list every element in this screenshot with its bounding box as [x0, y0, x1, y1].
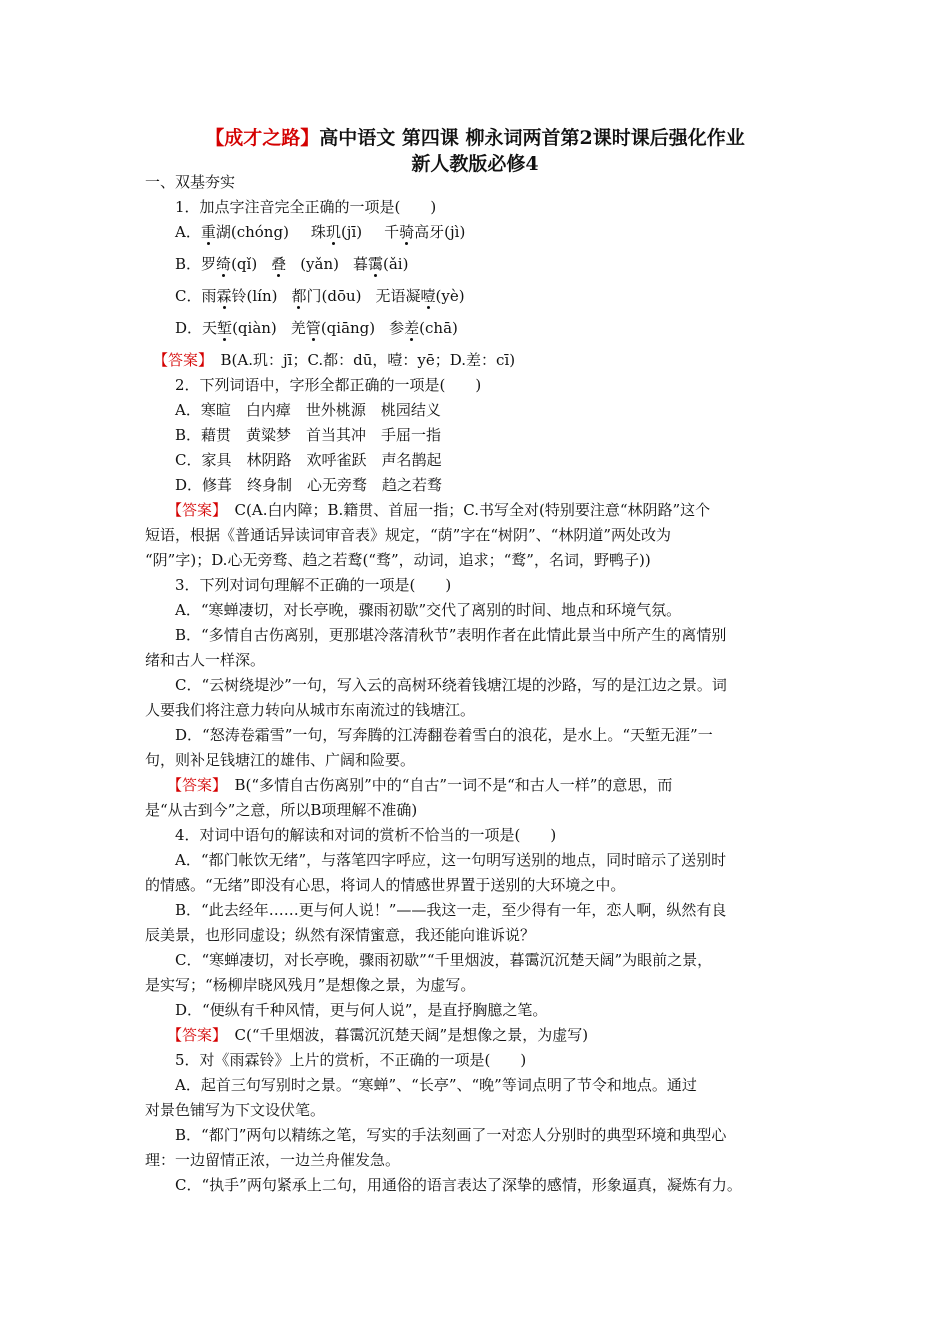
q4-stem: 4．对词中语句的解读和对词的赏析不恰当的一项是( ): [175, 826, 557, 844]
q5-option-a-cont: 对景色铺写为下文设伏笔。: [145, 1101, 326, 1119]
q3-option-a: A．“寒蝉凄切，对长亭晚，骤雨初歇”交代了离别的时间、地点和环境气氛。: [175, 601, 682, 619]
q5-option-b-cont: 理：一边留情正浓，一边兰舟催发急。: [145, 1151, 401, 1169]
q1-option-c: C．雨霖铃(lín) 都门(dōu) 无语凝噎(yè): [175, 287, 465, 305]
q4-option-a: A．“都门帐饮无绪”，与落笔四字呼应，这一句明写送别的地点，同时暗示了送别时: [175, 851, 727, 869]
q4-option-a-cont: 的情感。“无绪”即没有心思，将词人的情感世界置于送别的大环境之中。: [145, 876, 626, 894]
q1-option-d: D．天堑(qiàn) 羌管(qiāng) 参差(chā): [175, 319, 458, 337]
answer-tag: 【答案】: [153, 351, 206, 369]
title-line-2: 新人教版必修4: [411, 153, 539, 175]
q3-option-d-cont: 句，则补足钱塘江的雄伟、广阔和险要。: [145, 751, 416, 769]
answer-tag: 【答案】: [167, 776, 220, 794]
q1-option-a: A．重湖(chóng) 珠玑(jī) 千骑高牙(jì): [175, 223, 466, 241]
q3-option-c: C．“云树绕堤沙”一句，写入云的高树环绕着钱塘江堤的沙路，写的是江边之景。词: [175, 676, 727, 694]
q3-option-b: B．“多情自古伤离别，更那堪冷落清秋节”表明作者在此情此景当中所产生的离情别: [175, 626, 727, 644]
q5-option-a: A．起首三句写别时之景。“寒蝉”、“长亭”、“晚”等词点明了节令和地点。通过: [175, 1076, 697, 1094]
q1-stem: 1．加点字注音完全正确的一项是( ): [175, 198, 437, 216]
q1-option-b: B．罗绮(qǐ) 叠 (yǎn) 暮霭(ǎi): [175, 255, 409, 273]
q5-stem: 5．对《雨霖铃》上片的赏析，不正确的一项是( ): [175, 1051, 527, 1069]
q2-answer: 【答案】 C(A.白内障；B.籍贯、首屈一指；C.书写全对(特别要注意“林阴路”这个: [167, 501, 711, 519]
q4-option-b: B．“此去经年……更与何人说！”——我这一走，至少得有一年，恋人啊，纵然有良: [175, 901, 727, 919]
q2-option-c: C．家具 林阴路 欢呼雀跃 声名鹊起: [175, 451, 442, 469]
q4-option-c: C．“寒蝉凄切，对长亭晚，骤雨初歇”“千里烟波，暮霭沉沉楚天阔”为眼前之景，: [175, 951, 713, 969]
q4-option-b-cont: 辰美景，也形同虚设；纵然有深情蜜意，我还能向谁诉说？: [145, 926, 536, 944]
q3-option-d: D．“怒涛卷霜雪”一句，写奔腾的江涛翻卷着雪白的浪花，是水上。“天堑无涯”一: [175, 726, 713, 744]
answer-tag: 【答案】: [167, 501, 220, 519]
q5-option-b: B．“都门”两句以精练之笔，写实的手法刻画了一对恋人分别时的典型环境和典型心: [175, 1126, 727, 1144]
q2-option-b: B．藉贯 黄粱梦 首当其冲 手屈一指: [175, 426, 442, 444]
q1-answer: 【答案】 B(A.玑：jī；C.都：dū，噎：yē；D.差：cī): [153, 351, 516, 369]
q2-option-d: D．修葺 终身制 心无旁骛 趋之若骛: [175, 476, 443, 494]
q3-answer: 【答案】 B(“多情自古伤离别”中的“自古”一词不是“和古人一样”的意思，而: [167, 776, 673, 794]
q2-option-a: A．寒暄 白内瘴 世外桃源 桃园结义: [175, 401, 441, 419]
q3-option-c-cont: 人要我们将注意力转向从城市东南流过的钱塘江。: [145, 701, 476, 719]
q2-stem: 2．下列词语中，字形全都正确的一项是( ): [175, 376, 482, 394]
q3-option-b-cont: 绪和古人一样深。: [145, 651, 266, 669]
q4-option-d: D．“便纵有千种风情，更与何人说”，是直抒胸臆之笔。: [175, 1001, 548, 1019]
answer-tag: 【答案】: [167, 1026, 220, 1044]
q4-option-c-cont: 是实写；“杨柳岸晓风残月”是想像之景，为虚写。: [145, 976, 476, 994]
document-body: [145, 170, 815, 1198]
q2-answer-cont-2: “阴”字)；D.心无旁骛、趋之若鹜(“骛”，动词，追求；“鹜”，名词，野鸭子)): [145, 551, 651, 569]
q2-answer-cont-1: 短语，根据《普通话异读词审音表》规定，“荫”字在“树阴”、“林阴道”两处改为: [145, 526, 672, 544]
section-heading: 一、双基夯实: [145, 173, 236, 191]
q3-answer-cont: 是“从古到今”之意，所以B项理解不准确): [145, 801, 418, 819]
q5-option-c: C．“执手”两句紧承上二句，用通俗的语言表达了深挚的感情，形象逼真，凝炼有力。: [175, 1176, 742, 1194]
title-line-1: 【成才之路】高中语文 第四课 柳永词两首第2课时课后强化作业: [205, 127, 745, 149]
q3-stem: 3．下列对词句理解不正确的一项是( ): [175, 576, 452, 594]
q4-answer: 【答案】 C(“千里烟波，暮霭沉沉楚天阔”是想像之景，为虚写): [167, 1026, 589, 1044]
title-bracket: 【成才之路】: [205, 127, 320, 149]
